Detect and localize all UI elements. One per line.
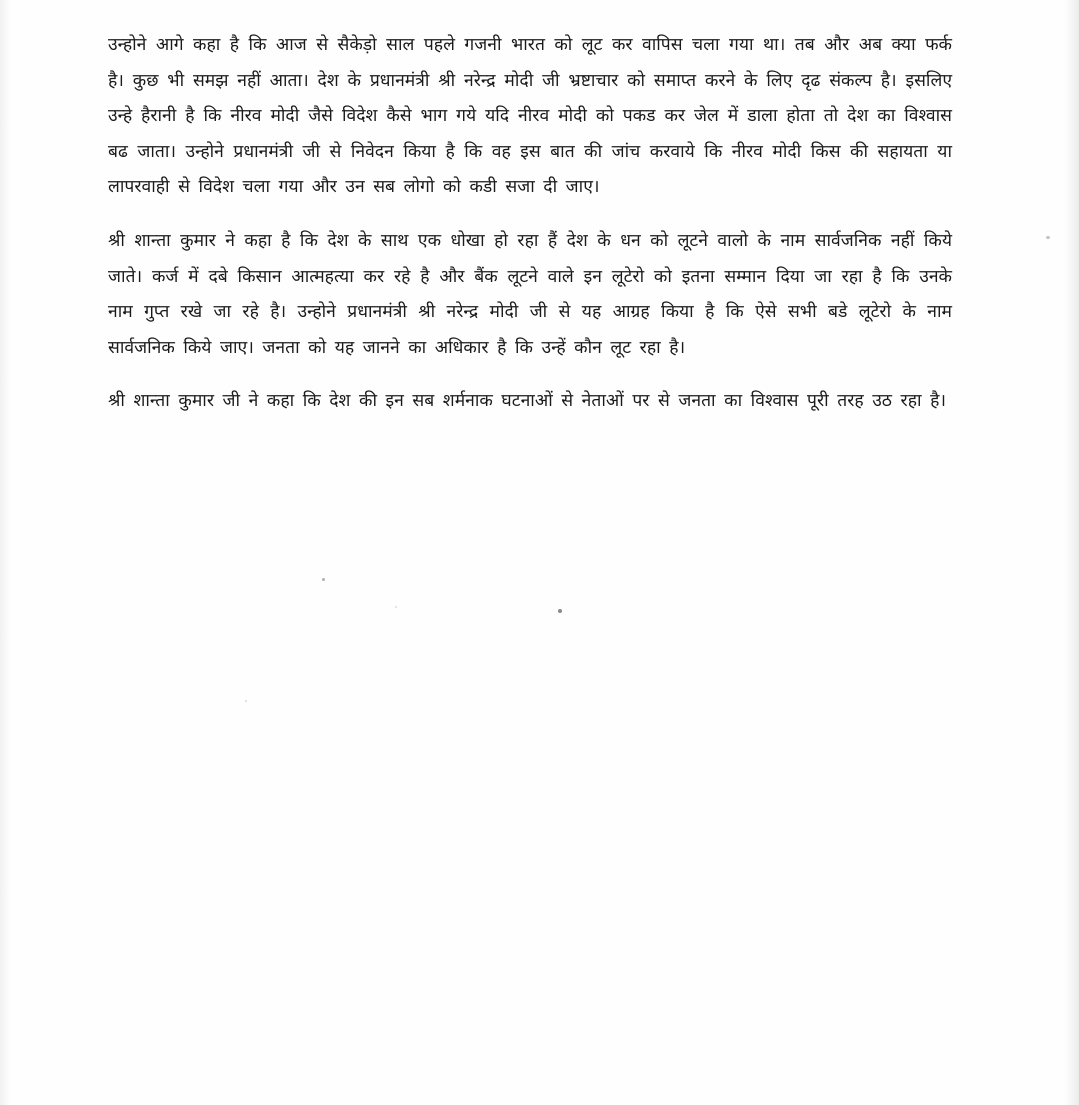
scan-shadow-right — [1065, 0, 1079, 1105]
scan-shadow-left — [0, 0, 10, 1105]
scan-speck — [322, 578, 325, 581]
scan-speck — [558, 609, 562, 613]
scan-speck — [245, 700, 247, 702]
paragraph-bank-looters: श्री शान्ता कुमार ने कहा है कि देश के साथ एक धोखा हो रहा हैं देश के धन को लूटने वालो के नाम सार्वजनिक नहीं किये जाते। कर्ज में दबे किसान आत्महत्या कर रहे है और बैंक लूटने वाले इन लूटेरो को इतना सम्मान दिया जा रहा है कि उनके नाम गुप्त रखे जा रहे है। उन्होने प्रधानमंत्री श्री नरेन्द्र मोदी जी से यह आग्रह किया है कि ऐसे सभी बडे लूटेरो के नाम सार्वजनिक किये जाए। जनता को यह जानने का अधिकार है कि उन्हें कौन लूट रहा है। — [108, 230, 952, 358]
scan-speck — [395, 606, 397, 608]
document-body — [108, 28, 952, 432]
scan-speck — [1046, 236, 1050, 239]
paragraph-gajni-nirav-modi: उन्होने आगे कहा है कि आज से सैकेड़ो साल पहले गजनी भारत को लूट कर वापिस चला गया था। तब और अब क्या फर्क है। कुछ भी समझ नहीं आता। देश के प्रधानमंत्री श्री नरेन्द्र मोदी जी भ्रष्टाचार को समाप्त करने के लिए दृढ संकल्प है। इसलिए उन्हे हैरानी है कि नीरव मोदी जैसे विदेश कैसे भाग गये यदि नीरव मोदी को पकड कर जेल में डाला होता तो देश का विश्वास बढ जाता। उन्होने प्रधानमंत्री जी से निवेदन किया है कि वह इस बात की जांच करवाये कि नीरव मोदी किस की सहायता या लापरवाही से विदेश चला गया और उन सब लोगो को कडी सजा दी जाए। — [108, 35, 952, 198]
paragraph-public-trust: श्री शान्ता कुमार जी ने कहा कि देश की इन सब शर्मनाक घटनाओं से नेताओं पर से जनता का विश्वास पूरी तरह उठ रहा है। — [108, 391, 947, 412]
